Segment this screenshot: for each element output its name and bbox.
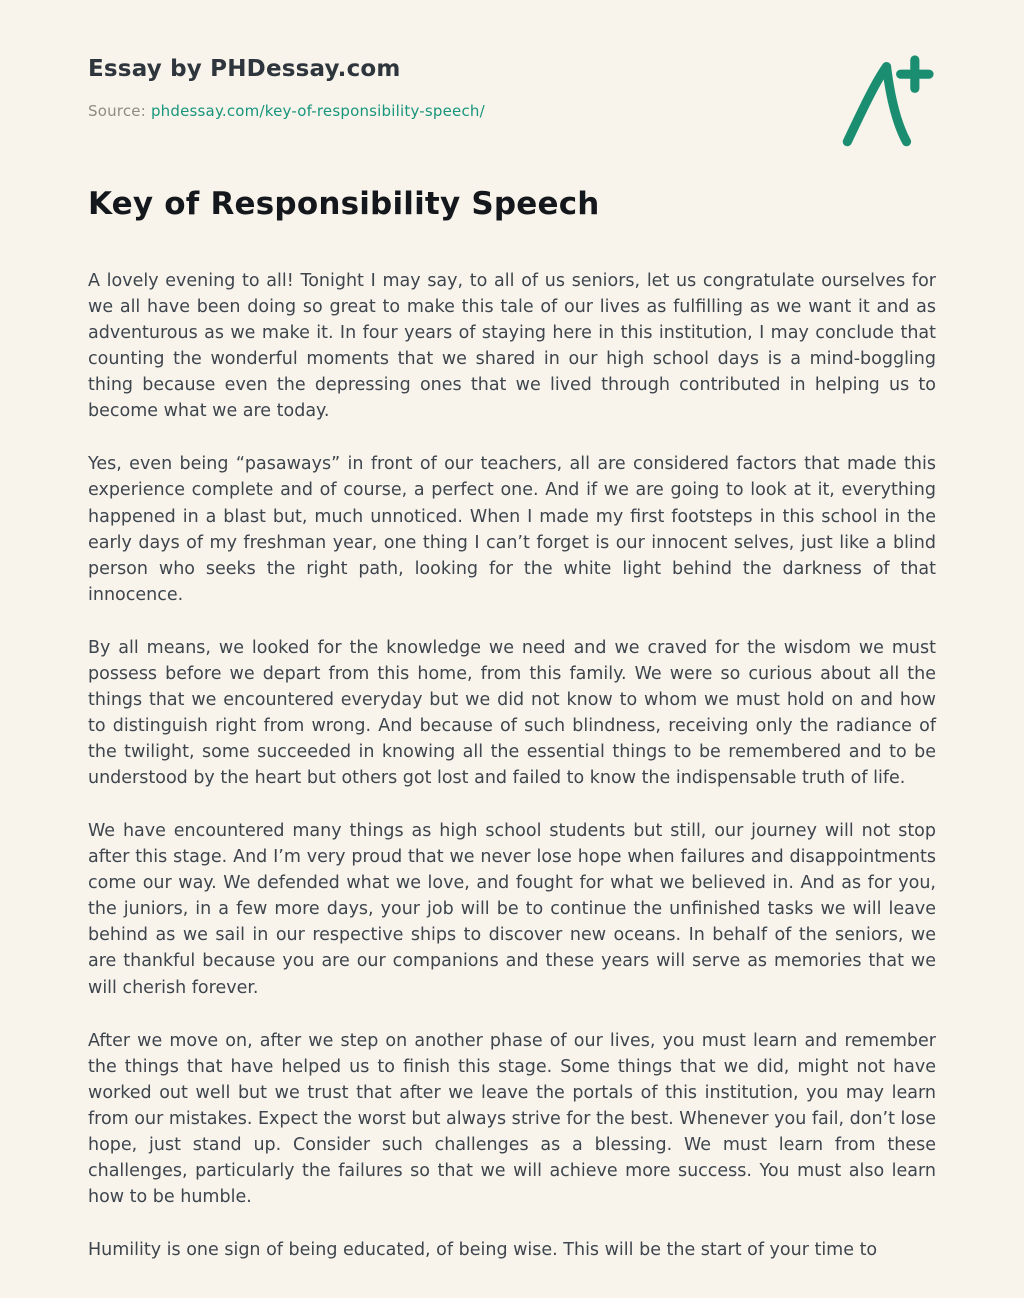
source-label: Source: <box>88 102 146 120</box>
phdessay-a-plus-logo-icon <box>834 50 934 160</box>
essay-paragraph: Humility is one sign of being educated, of being wise. This will be the start of your time to <box>88 1240 878 1260</box>
source-line <box>88 102 936 120</box>
essay-paragraph: We have encountered many things as high school students but still, our journey will not stop after this stage. And I’m very proud that we never lose hope when failures and disappointments come our way. We defended what we love, and fought for what we believed in. And as for you, the juniors, in a few more days, your job will be to continue the unfinished tasks we will leave behind as we sail in our respective ships to discover new oceans. In behalf of the seniors, we are thankful because you are our companions and these years will serve as memories that we will cherish forever. <box>88 821 936 998</box>
essay-byline: Essay by PHDessay.com <box>88 56 401 82</box>
page-title: Key of Responsibility Speech <box>88 186 600 222</box>
essay-paragraph: By all means, we looked for the knowledge we need and we craved for the wisdom we must possess before we depart from this home, from this family. We were so curious about all the things that we encountered everyday but we did not know to whom we must hold on and how to distinguish right from wrong. And because of such blindness, receiving only the radiance of the twilight, some succeeded in knowing all the essential things to be remembered and to be understood by the heart but others got lost and failed to know the indispensable truth of life. <box>88 637 936 789</box>
essay-paragraph: Yes, even being “pasaways” in front of our teachers, all are considered factors that made this experience complete and of course, a perfect one. And if we are going to look at it, everything happened in a blast but, much unnoticed. When I made my first footsteps in this school in the early days of my freshman year, one thing I can’t forget is our innocent selves, just like a blind person who seeks the right path, looking for the white light behind the darkness of that innocence. <box>88 454 936 605</box>
essay-body <box>88 268 936 1263</box>
essay-paragraph: After we move on, after we step on another phase of our lives, you must learn and remember the things that have helped us to finish this stage. Some things that we did, might not have worked out well but we trust that after we leave the portals of this institution, you may learn from our mistakes. Expect the worst but always strive for the best. Whenever you fail, don’t lose hope, just stand up. Consider such challenges as a blessing. We must learn from these challenges, particularly the failures so that we will achieve more success. You must also learn how to be humble. <box>88 1030 936 1207</box>
source-link[interactable]: phdessay.com/key-of-responsibility-speech/ <box>150 102 485 120</box>
essay-paragraph: A lovely evening to all! Tonight I may say, to all of us seniors, let us congratulate ourselves for we all have been doing so great to make this tale of our lives as fulfilling as we want it and as adventurous as we make it. In four years of staying here in this institution, I may conclude that counting the wonderful moments that we shared in our high school days is a mind-boggling thing because even the depressing ones that we lived through contributed in helping us to become what we are today. <box>88 271 936 422</box>
